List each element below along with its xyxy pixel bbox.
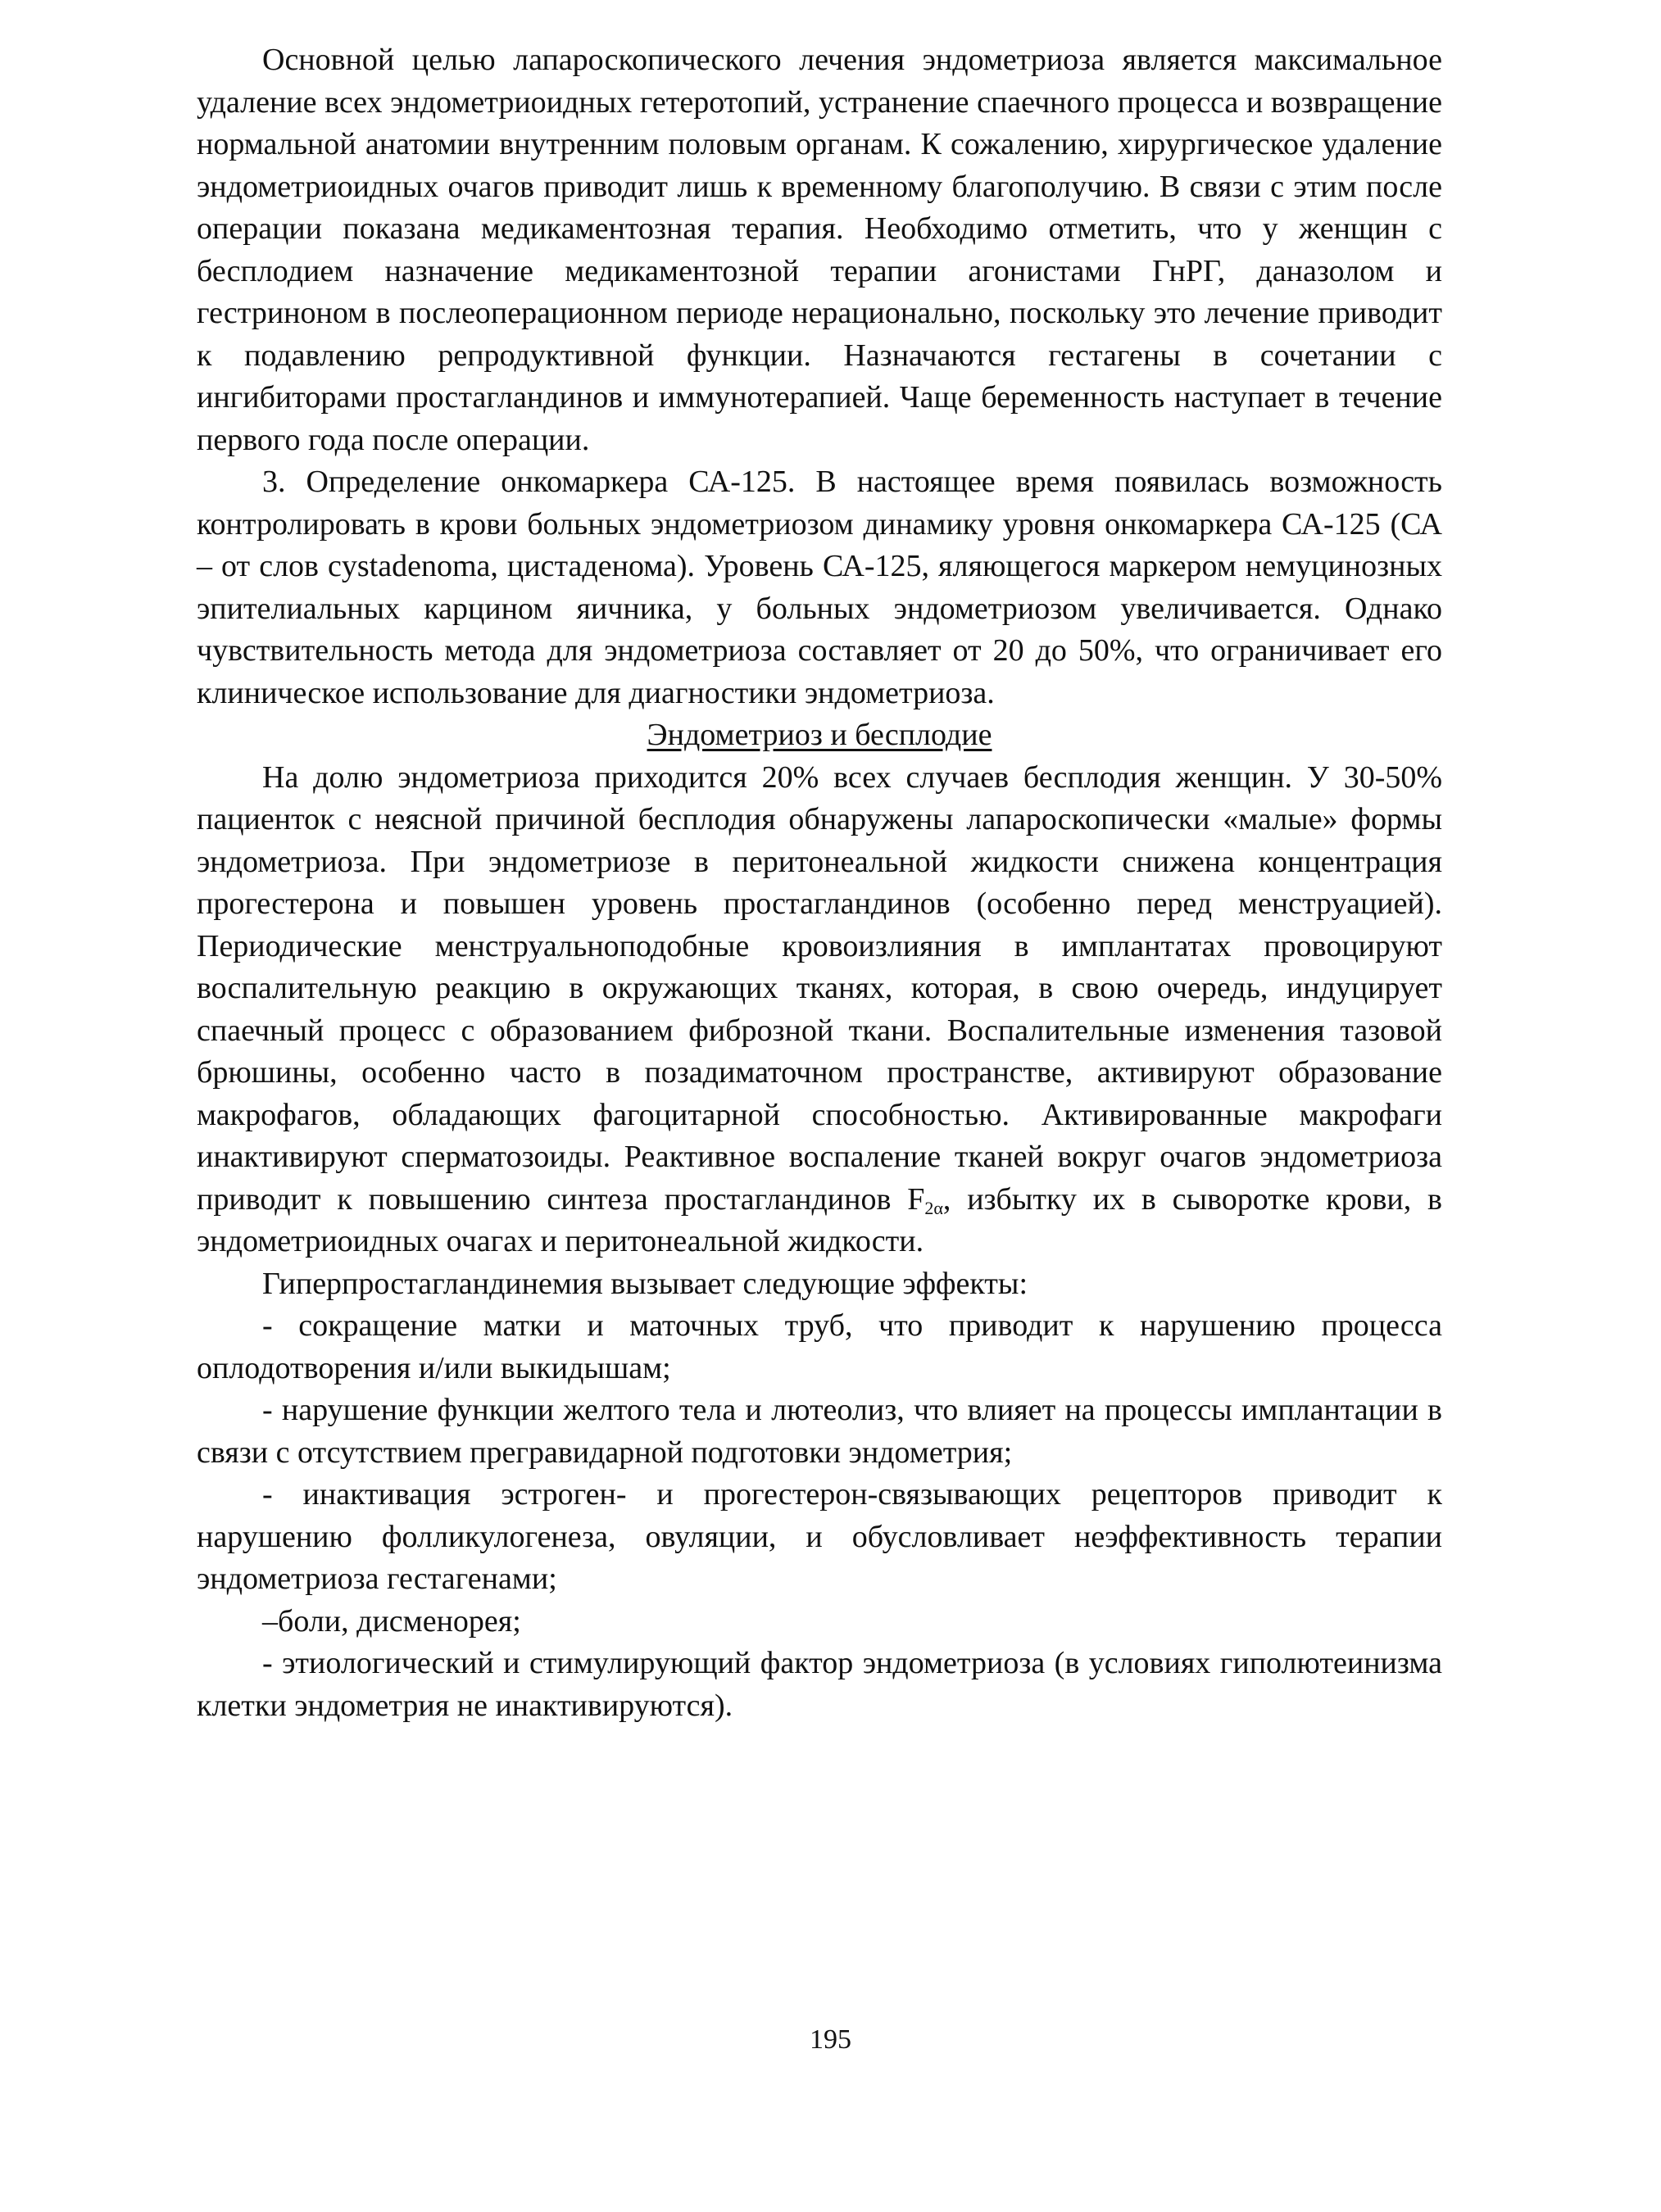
effect-item-receptor-inactivation: - инактивация эстроген- и прогестерон-связывающих рецепторов приводит к нарушению фолликулогенеза, овуляции, и обусловливает неэффективность терапии эндометриоза гестагенами; xyxy=(197,1477,1442,1596)
page-number: 195 xyxy=(810,2024,851,2055)
prostaglandin-subscript: 2α xyxy=(924,1197,943,1218)
effect-item-corpus-luteum: - нарушение функции желтого тела и лютеолиз, что влияет на процессы имплантации в связи с отсутствием прегравидарной подготовки эндометрия; xyxy=(197,1393,1442,1470)
document-page xyxy=(197,39,1442,1727)
effects-intro: Гиперпростагландинемия вызывает следующие эффекты: xyxy=(262,1266,1028,1301)
section-heading: Эндометриоз и бесплодие xyxy=(647,718,992,752)
paragraph-text-part-1: На долю эндометриоза приходится 20% всех случаев бесплодия женщин. У 30-50% пациенток с неясной причиной бесплодия обнаружены лапароскопически «малые» формы эндометриоза. При эндометриозе в перитонеальной жидкости снижена концентрация прогестерона и повышен уровень простагландинов (особенно перед менструацией). Периодические менструальноподобные кровоизлияния в имплантатах провоцируют воспалительную реакцию в окружающих тканях, которая, в свою очередь, индуцирует спаечный процесс с образованием фиброзной ткани. Воспалительные изменения тазовой брюшины, особенно часто в позадиматочном пространстве, активируют образование макрофагов, обладающих фагоцитарной способностью. Активированные макрофаги инактивируют сперматозоиды. Реактивное воспаление тканей вокруг очагов эндометриоза приводит к повышению синтеза простагландинов F xyxy=(197,759,1442,1217)
paragraph-laparoscopic-treatment: Основной целью лапароскопического лечения эндометриоза является максимальное удаление всех эндометриоидных гетеротопий, устранение спаечного процесса и возвращение нормальной анатомии внутренним половым органам. К сожалению, хирургическое удаление эндометриоидных очагов приводит лишь к временному благополучию. В связи с этим после операции показана медикаментозная терапия. Необходимо отметить, что у женщин с бесплодием назначение медикаментозной терапии агонистами ГнРГ, даназолом и гестриноном в послеоперационном периоде нерационально, поскольку это лечение приводит к подавлению репродуктивной функции. Назначаются гестагены в сочетании с ингибиторами простагландинов и иммунотерапией. Чаще беременность наступает в течение первого года после операции. xyxy=(197,43,1442,457)
paragraph-endometriosis-infertility xyxy=(197,757,1442,1263)
effect-item-uterine-contraction: - сокращение матки и маточных труб, что приводит к нарушению процесса оплодотворения и/или выкидышам; xyxy=(197,1308,1442,1385)
effect-item-etiological-factor: - этиологический и стимулирующий фактор эндометриоза (в условиях гиполютеинизма клетки эндометрия не инактивируются). xyxy=(197,1646,1442,1723)
paragraph-text-part-2: , избытку их в сыворотке крови, в эндометриоидных очагах и перитонеальной жидкости. xyxy=(197,1181,1442,1258)
paragraph-ca125-marker: 3. Определение онкомаркера СА-125. В настоящее время появилась возможность контролировать в крови больных эндометриозом динамику уровня онкомаркера СА-125 (СА – от слов cystadenoma, цистаденома). Уровень СА-125, яляющегося маркером немуцинозных эпителиальных карцином яичника, у больных эндометриозом увеличивается. Однако чувствительность метода для эндометриоза составляет от 20 до 50%, что ограничивает его клиническое использование для диагностики эндометриоза. xyxy=(197,465,1442,710)
effect-item-pain: –боли, дисменорея; xyxy=(262,1603,521,1639)
